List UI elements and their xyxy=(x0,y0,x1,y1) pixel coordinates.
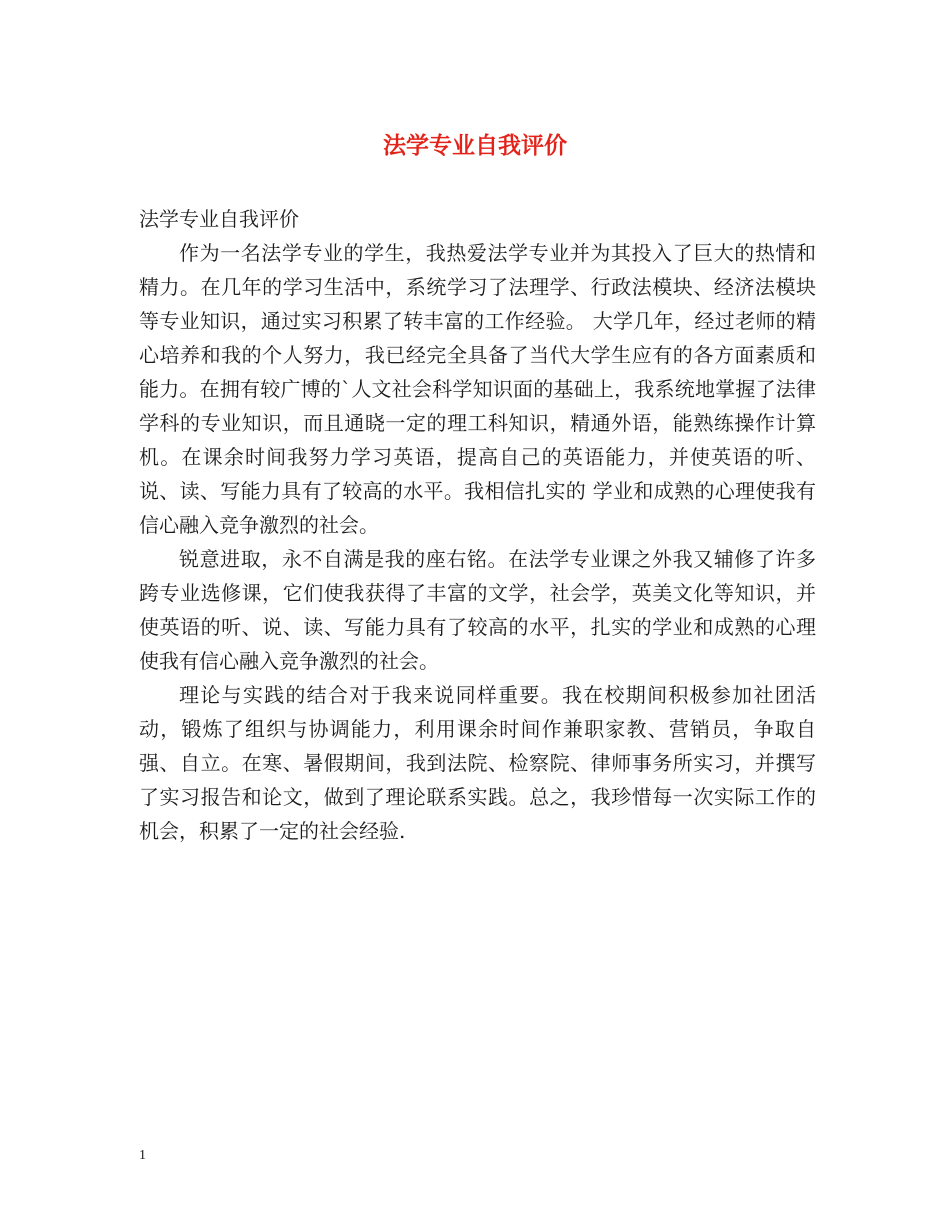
paragraph-1: 作为一名法学专业的学生，我热爱法学专业并为其投入了巨大的热情和精力。在几年的学习生活中，系统学习了法理学、行政法模块、经济法模块等专业知识，通过实习积累了转丰富的工作经验。 大学几年，经过老师的精心培养和我的个人努力，我已经完全具备了当代大学生应有的各方面素质和能力。在拥有较广博的`人文社会科学知识面的基础上，我系统地掌握了法律学科的专业知识，而且通晓一定的理工科知识，精通外语，能熟练操作计算机。在课余时间我努力学习英语，提高自己的英语能力，并使英语的听、说、读、写能力具有了较高的水平。我相信扎实的 学业和成熟的心理使我有信心融入竞争激烈的社会。 xyxy=(139,241,816,537)
page-number: 1 xyxy=(139,1148,146,1163)
paragraph-3: 理论与实践的结合对于我来说同样重要。我在校期间积极参加社团活动，锻炼了组织与协调能力，利用课余时间作兼职家教、营销员，争取自强、自立。在寒、暑假期间，我到法院、检察院、律师事务所实习，并撰写了实习报告和论文，做到了理论联系实践。总之，我珍惜每一次实际工作的机会，积累了一定的社会经验. xyxy=(139,683,816,843)
document-body xyxy=(139,202,816,848)
document-subheading: 法学专业自我评价 xyxy=(139,207,299,231)
paragraph-2: 锐意进取，永不自满是我的座右铭。在法学专业课之外我又辅修了许多跨专业选修课，它们使我获得了丰富的文学，社会学，英美文化等知识，并使英语的听、说、读、写能力具有了较高的水平，扎实的学业和成熟的心理使我有信心融入竞争激烈的社会。 xyxy=(139,547,816,673)
document-title: 法学专业自我评价 xyxy=(383,132,567,159)
